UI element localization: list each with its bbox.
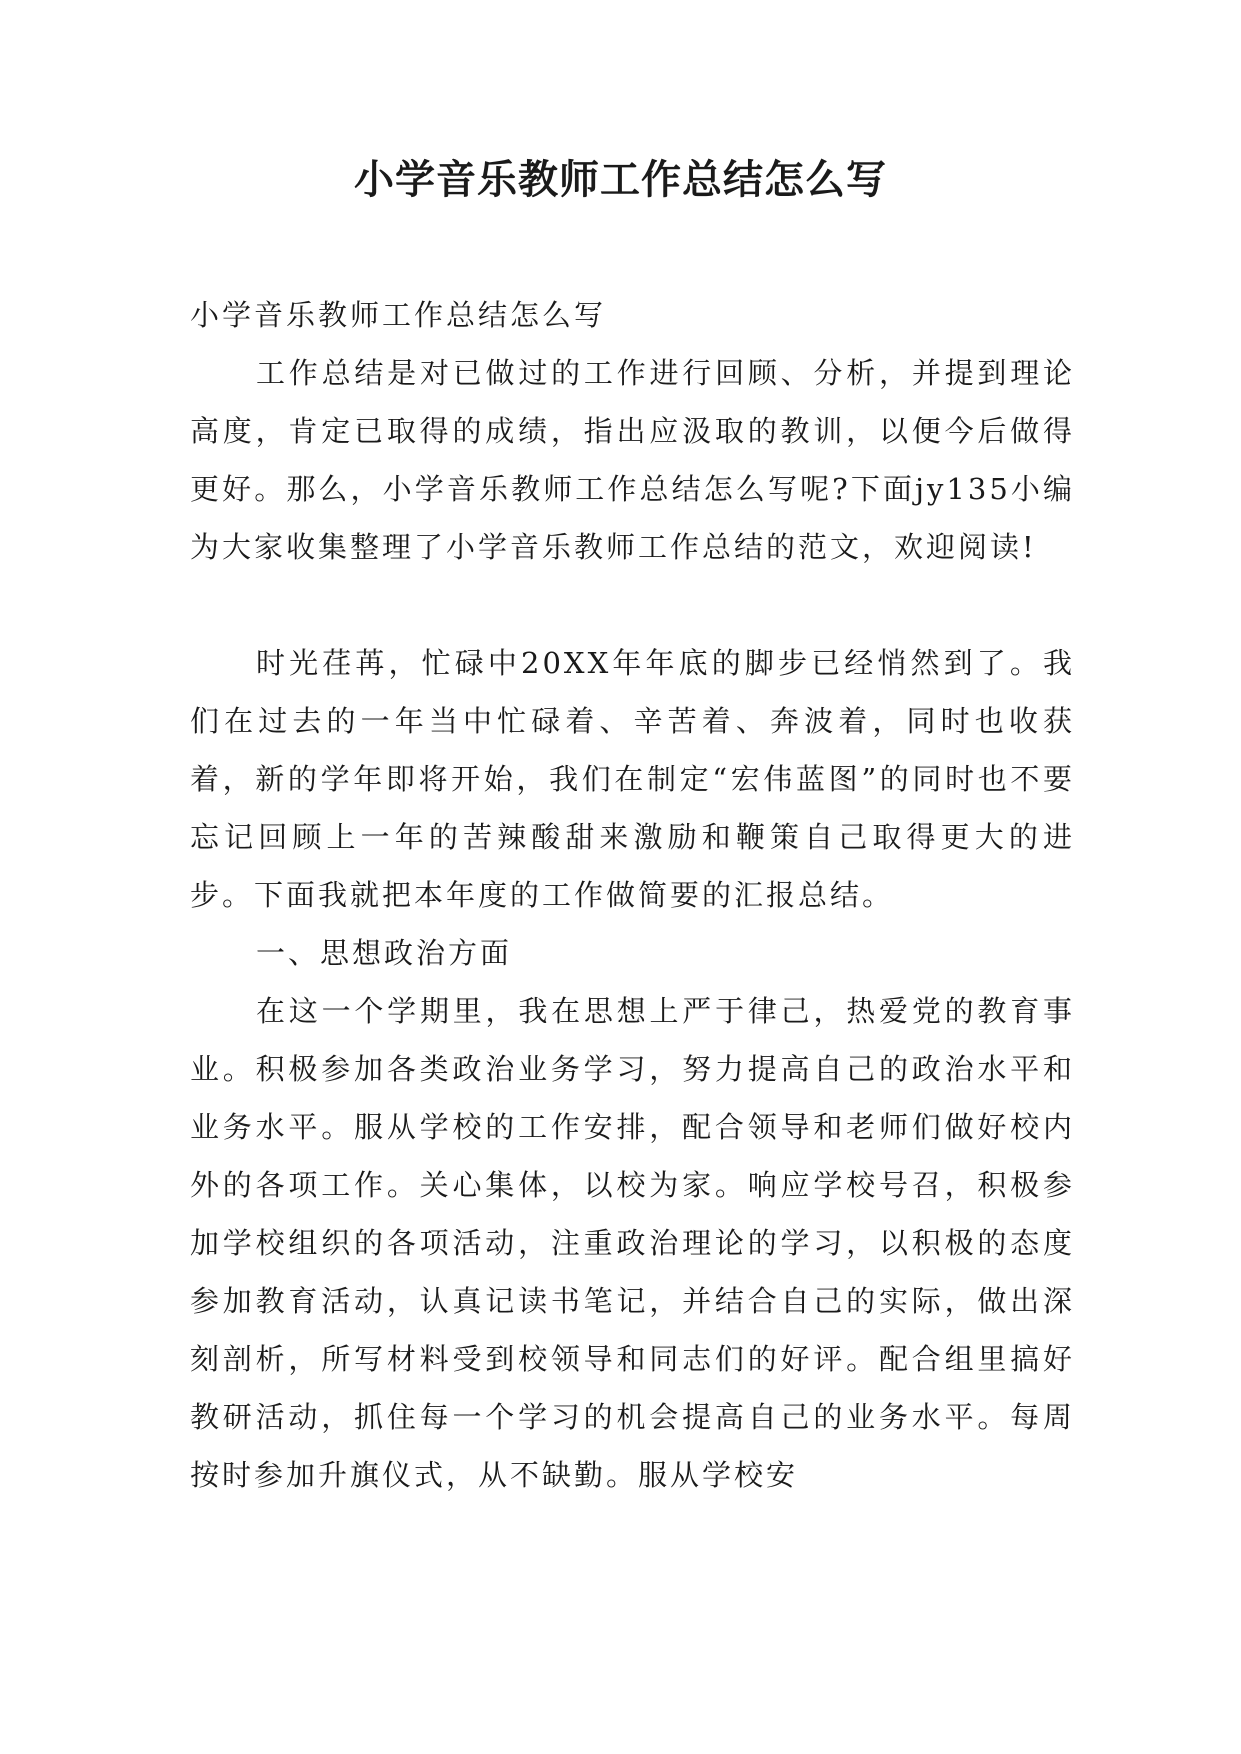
document-body xyxy=(190,286,1075,1504)
document-title: 小学音乐教师工作总结怎么写 xyxy=(354,156,887,203)
intro-paragraph: 工作总结是对已做过的工作进行回顾、分析，并提到理论高度，肯定已取得的成绩，指出应汲取的教训，以便今后做得更好。那么，小学音乐教师工作总结怎么写呢?下面jy135小编为大家收集整理了小学音乐教师工作总结的范文，欢迎阅读! xyxy=(190,356,1075,564)
body-paragraph-2: 在这一个学期里，我在思想上严于律己，热爱党的教育事业。积极参加各类政治业务学习，努力提高自己的政治水平和业务水平。服从学校的工作安排，配合领导和老师们做好校内外的各项工作。关心集体，以校为家。响应学校号召，积极参加学校组织的各项活动，注重政治理论的学习，以积极的态度参加教育活动，认真记读书笔记，并结合自己的实际，做出深刻剖析，所写材料受到校领导和同志们的好评。配合组里搞好教研活动，抓住每一个学习的机会提高自己的业务水平。每周按时参加升旗仪式，从不缺勤。服从学校安 xyxy=(190,994,1075,1492)
document-subtitle: 小学音乐教师工作总结怎么写 xyxy=(190,298,607,332)
body-paragraph-1: 时光荏苒，忙碌中20XX年年底的脚步已经悄然到了。我们在过去的一年当中忙碌着、辛苦着、奔波着，同时也收获着，新的学年即将开始，我们在制定“宏伟蓝图”的同时也不要忘记回顾上一年的苦辣酸甜来激励和鞭策自己取得更大的进步。下面我就把本年度的工作做简要的汇报总结。 xyxy=(190,646,1075,912)
paragraph-spacer xyxy=(190,576,1075,634)
section-heading-politics: 一、思想政治方面 xyxy=(256,936,513,970)
